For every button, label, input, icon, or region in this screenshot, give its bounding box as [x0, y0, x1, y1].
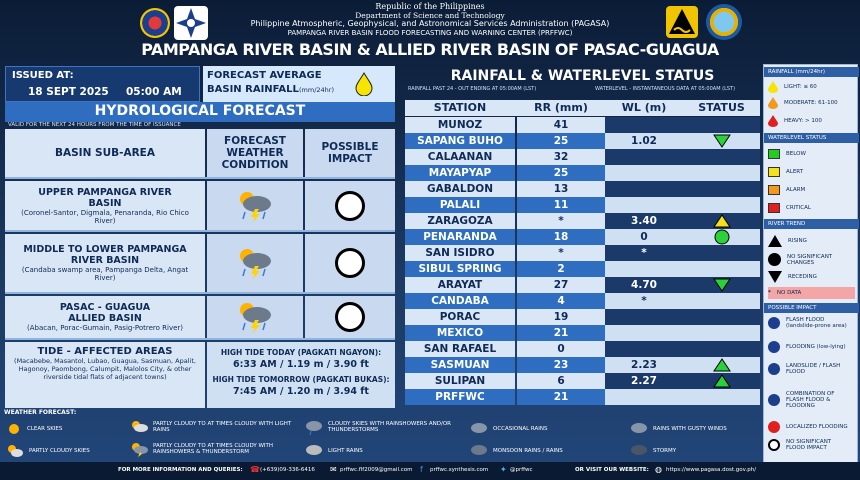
impact-indicator [335, 248, 365, 278]
station-row [405, 197, 760, 213]
tide-tomorrow-label: HIGH TIDE TOMORROW (PAGKATI BUKAS): [212, 375, 390, 384]
impact-3: LANDSLIDE / FLASH FLOOD [786, 363, 841, 375]
stormy-icon [630, 443, 648, 459]
subarea-rivers: (Coronel-Santor, Digmala, Penaranda, Rio Chico River) [21, 208, 189, 225]
alarm-swatch [768, 185, 780, 195]
station-rr: 6 [517, 373, 605, 389]
phone-icon: ☎ [250, 465, 260, 474]
legend-heavy: HEAVY: > 100 [784, 118, 822, 124]
rains-gusty-winds-icon [630, 421, 648, 437]
status-sub-left: RAINFALL PAST 24 - OUT ENDING AT 05:00AM (LST) [408, 86, 537, 92]
station-wl: 1.02 [605, 133, 683, 149]
station-wl [605, 325, 683, 341]
legend-wl-title: WATERLEVEL STATUS [764, 133, 859, 143]
twitter-icon: ✦ [500, 465, 507, 474]
tide-info [207, 342, 395, 408]
impact-2: FLOODING (low-lying) [786, 344, 846, 350]
station-wl: * [605, 293, 683, 309]
footer-visit: OR VISIT OUR WEBSITE: [575, 467, 649, 473]
station-row [405, 261, 760, 277]
wx-pc-light: PARTLY CLOUDY TO AT TIMES CLOUDY WITH LIGHT RAINS [153, 421, 292, 433]
station-status [683, 357, 760, 373]
station-status [683, 389, 760, 405]
legend-light: LIGHT: ≤ 60 [784, 84, 817, 90]
receding-trend-icon [713, 278, 731, 292]
wx-partly-cloudy: PARTLY CLOUDY SKIES [29, 448, 90, 454]
station-rr: 2 [517, 261, 605, 277]
flash-flood-icon [768, 317, 780, 329]
station-row [405, 229, 760, 245]
station-wl: * [605, 245, 683, 261]
legend-impact-title: POSSIBLE IMPACT [764, 303, 859, 313]
footer-phone[interactable]: (+639)09-336-6416 [260, 467, 315, 473]
tide-today-value: 6:33 AM / 1.19 m / 3.90 ft [233, 359, 369, 370]
no-change-icon [768, 253, 781, 266]
col-forecast-weather: FORECAST WEATHER CONDITION [207, 129, 303, 177]
station-name: PRFFWC [405, 389, 515, 405]
station-name: SAN ISIDRO [405, 245, 515, 261]
rain-thunderstorm-icon [235, 189, 275, 223]
legend-rainfall-title: RAINFALL (mm/24hr) [764, 67, 859, 77]
station-status [683, 293, 760, 309]
subarea-name: MIDDLE TO LOWER PAMPANGA RIVER BASIN [23, 244, 187, 266]
header-dost: Department of Science and Technology [355, 11, 505, 20]
station-wl: 2.27 [605, 373, 683, 389]
col-possible-impact: POSSIBLE IMPACT [305, 129, 395, 177]
wx-occasional: OCCASIONAL RAINS [493, 426, 548, 432]
rising-trend-icon [713, 358, 731, 372]
station-rr: 25 [517, 165, 605, 181]
footer-web[interactable]: https://www.pagasa.dost.gov.ph/ [666, 467, 757, 473]
station-row [405, 117, 760, 133]
station-wl: 3.40 [605, 213, 683, 229]
rising-trend-icon [713, 374, 731, 388]
heavy-rain-drop-icon [768, 115, 778, 127]
header-prffwc: PAMPANGA RIVER BASIN FLOOD FORECASTING AND WARNING CENTER (PRFFWC) [287, 29, 573, 37]
footer-label: FOR MORE INFORMATION AND QUERIES: [118, 467, 243, 473]
landslide-icon [768, 363, 780, 375]
station-name: ARAYAT [405, 277, 515, 293]
station-rr: 27 [517, 277, 605, 293]
legend-no-change: NO SIGNIFICANT CHANGES [787, 253, 833, 266]
pc-rain-thunderstorm-icon [130, 441, 148, 457]
col-basin-subarea: BASIN SUB-AREA [5, 129, 205, 177]
wx-cloudy-showers: CLOUDY SKIES WITH RAINSHOWERS AND/OR THUNDERSTORMS [328, 421, 451, 433]
station-row [405, 373, 760, 389]
localized-flooding-icon [768, 421, 780, 433]
col-station: STATION [433, 101, 487, 114]
forecast-average-label: FORECAST AVERAGE [207, 70, 322, 81]
station-status [683, 245, 760, 261]
subarea-rivers: (Abacan, Porac-Gumain, Pasig-Potrero River) [26, 324, 184, 332]
station-row [405, 181, 760, 197]
station-name: SULIPAN [405, 373, 515, 389]
basin-rainfall-label: BASIN RAINFALL [207, 84, 299, 95]
page-title: PAMPANGA RIVER BASIN & ALLIED RIVER BASIN OF PASAC-GUAGUA [141, 40, 719, 59]
hydro-title: HYDROLOGICAL FORECAST [94, 103, 306, 119]
col-status: STATUS [698, 101, 745, 114]
station-status [683, 181, 760, 197]
station-rr: 0 [517, 341, 605, 357]
station-name: SIBUL SPRING [405, 261, 515, 277]
station-status [683, 325, 760, 341]
light-rain-drop-icon [768, 81, 778, 93]
hydro-row-tide [5, 342, 395, 408]
station-status [683, 133, 760, 149]
station-row [405, 213, 760, 229]
issued-date: 18 SEPT 2025 [28, 86, 109, 98]
globe-icon: ◍ [655, 465, 662, 474]
impact-indicator [335, 191, 365, 221]
station-wl [605, 309, 683, 325]
legend-trend-title: RIVER TREND [764, 219, 859, 229]
light-rains-icon [305, 443, 323, 459]
hydro-row-middle [5, 234, 395, 294]
station-wl [605, 117, 683, 133]
weather-forecast-legend [0, 409, 760, 461]
station-rr: 21 [517, 389, 605, 405]
tide-title: TIDE - AFFECTED AREAS [37, 346, 173, 357]
wx-pc-thunder: PARTLY CLOUDY TO AT TIMES CLOUDY WITH RAINSHOWERS & THUNDERSTORM [153, 443, 274, 455]
station-rr: 19 [517, 309, 605, 325]
station-row [405, 293, 760, 309]
status-header-row [405, 100, 760, 116]
station-status [683, 165, 760, 181]
station-rr: 41 [517, 117, 605, 133]
station-rr: 13 [517, 181, 605, 197]
flooding-icon [768, 341, 780, 353]
station-row [405, 389, 760, 405]
legend-moderate: MODERATE: 61-100 [784, 100, 838, 106]
station-name: MAYAPYAP [405, 165, 515, 181]
legend-panel [763, 64, 858, 464]
station-rr: 23 [517, 357, 605, 373]
issued-panel [5, 66, 200, 102]
footer-fb[interactable]: prffwc.synthesis.com [430, 467, 489, 473]
facebook-icon: f [420, 465, 423, 474]
station-name: PALALI [405, 197, 515, 213]
station-wl [605, 341, 683, 357]
tide-areas: (Macabebe, Masantol, Lubao, Guagua, Sasmuan, Apalit, Hagonoy, Paombong, Calumpit, Malolos City, & other riverside tidal flats of adjacent towns) [14, 357, 196, 381]
no-impact-icon [768, 439, 780, 451]
impact-5: LOCALIZED FLOODING [786, 424, 848, 430]
legend-alert: ALERT [786, 169, 804, 175]
station-row [405, 133, 760, 149]
tide-today-label: HIGH TIDE TODAY (PAGKATI NGAYON): [220, 348, 382, 357]
station-name: CALAANAN [405, 149, 515, 165]
station-name: SASMUAN [405, 357, 515, 373]
station-name: GABALDON [405, 181, 515, 197]
station-status [683, 277, 760, 293]
wx-stormy: STORMY [653, 448, 677, 454]
combination-icon [768, 394, 780, 406]
station-rr: 21 [517, 325, 605, 341]
rising-icon [768, 235, 782, 247]
station-name: CANDABA [405, 293, 515, 309]
rain-drop-icon [355, 72, 373, 96]
station-wl [605, 261, 683, 277]
station-name: SAN RAFAEL [405, 341, 515, 357]
station-status [683, 229, 760, 245]
station-status [683, 197, 760, 213]
email-icon: ✉ [330, 465, 337, 474]
status-sub-right: WATERLEVEL - INSTANTANEOUS DATA AT 05:00AM (LST) [595, 86, 736, 92]
station-status [683, 149, 760, 165]
wx-gusty: RAINS WITH GUSTY WINDS [653, 426, 727, 432]
station-wl [605, 389, 683, 405]
station-status [683, 261, 760, 277]
occasional-rains-icon [470, 421, 488, 437]
station-wl: 0 [605, 229, 683, 245]
legend-below: BELOW [786, 151, 806, 157]
legend-no-data: NO DATA [776, 290, 802, 296]
wx-light: LIGHT RAINS [328, 448, 363, 454]
header-pagasa: Philippine Atmospheric, Geophysical, and Astronomical Services Administration (PAGASA) [250, 19, 610, 28]
receding-trend-icon [713, 134, 731, 148]
station-status [683, 373, 760, 389]
station-row [405, 341, 760, 357]
station-row [405, 309, 760, 325]
clear-skies-icon [6, 421, 22, 437]
forecast-average-panel [203, 66, 395, 102]
hydro-title-bar [5, 102, 395, 122]
station-row [405, 357, 760, 373]
issued-label: ISSUED AT: [12, 70, 74, 81]
subarea-name: UPPER PAMPANGA RIVER BASIN [38, 186, 172, 209]
footer-email[interactable]: prffwc.flf2009@gmail.com [340, 467, 413, 473]
legend-rising: RISING [788, 238, 807, 244]
issued-time: 05:00 AM [126, 86, 182, 98]
wx-monsoon: MONSOON RAINS / RAINS [493, 448, 563, 454]
partly-cloudy-icon [6, 443, 24, 459]
rainfall-unit: (mm/24hr) [299, 86, 334, 94]
station-wl [605, 197, 683, 213]
footer [0, 462, 860, 480]
station-name: MUNOZ [405, 117, 515, 133]
station-name: SAPANG BUHO [405, 133, 515, 149]
header-republic: Republic of the Philippines [375, 2, 485, 11]
wx-clear: CLEAR SKIES [27, 426, 63, 432]
hydro-row-upper [5, 181, 395, 232]
station-row [405, 149, 760, 165]
station-row [405, 277, 760, 293]
impact-4: COMBINATION OF FLASH FLOOD & FLOODING [786, 391, 835, 409]
station-wl: 2.23 [605, 357, 683, 373]
alert-swatch [768, 167, 780, 177]
station-status [683, 341, 760, 357]
station-wl [605, 165, 683, 181]
station-row [405, 325, 760, 341]
legend-alarm: ALARM [786, 187, 806, 193]
station-rr: 32 [517, 149, 605, 165]
critical-swatch [768, 203, 780, 213]
station-name: PENARANDA [405, 229, 515, 245]
col-rr: RR (mm) [534, 101, 588, 114]
station-wl [605, 149, 683, 165]
station-status [683, 213, 760, 229]
rain-thunderstorm-icon [235, 246, 275, 280]
legend-receding: RECEDING [788, 274, 817, 280]
impact-1: FLASH FLOOD (landslide-prone area) [786, 317, 847, 329]
no-data-icon: * [768, 290, 771, 296]
station-name: ZARAGOZA [405, 213, 515, 229]
no-change-trend-icon [714, 229, 730, 245]
station-status [683, 309, 760, 325]
station-rr: 11 [517, 197, 605, 213]
hydro-header-row [5, 129, 395, 179]
tide-tomorrow-value: 7:45 AM / 1.20 m / 3.94 ft [233, 386, 369, 397]
station-rr: 18 [517, 229, 605, 245]
impact-indicator [335, 302, 365, 332]
rising-trend-icon [713, 214, 731, 228]
station-rr: * [517, 213, 605, 229]
monsoon-rains-icon [470, 443, 488, 459]
station-rr: * [517, 245, 605, 261]
partly-cloudy-light-rain-icon [130, 419, 148, 435]
col-wl: WL (m) [621, 101, 667, 114]
legend-critical: CRITICAL [786, 205, 811, 211]
hydro-row-pasac [5, 296, 395, 340]
footer-twitter[interactable]: @prffwc [510, 467, 533, 473]
subarea-name: PASAC - GUAGUA ALLIED BASIN [59, 302, 151, 324]
station-name: PORAC [405, 309, 515, 325]
station-rr: 25 [517, 133, 605, 149]
rain-thunderstorm-icon [235, 300, 275, 334]
weather-forecast-title: WEATHER FORECAST: [4, 409, 77, 416]
station-status [683, 117, 760, 133]
hydro-subtitle: VALID FOR THE NEXT 24 HOURS FROM THE TIME OF ISSUANCE [8, 122, 181, 128]
below-swatch [768, 149, 780, 159]
station-rr: 4 [517, 293, 605, 309]
subarea-rivers: (Candaba swamp area, Pampanga Delta, Angat River) [21, 266, 189, 282]
station-row [405, 165, 760, 181]
moderate-rain-drop-icon [768, 97, 778, 109]
receding-icon [768, 271, 782, 283]
station-wl: 4.70 [605, 277, 683, 293]
cloudy-rainshowers-icon [305, 419, 323, 435]
station-row [405, 245, 760, 261]
status-title: RAINFALL & WATERLEVEL STATUS [450, 68, 715, 84]
station-name: MEXICO [405, 325, 515, 341]
station-wl [605, 181, 683, 197]
impact-6: NO SIGNIFICANT FLOOD IMPACT [786, 439, 832, 451]
